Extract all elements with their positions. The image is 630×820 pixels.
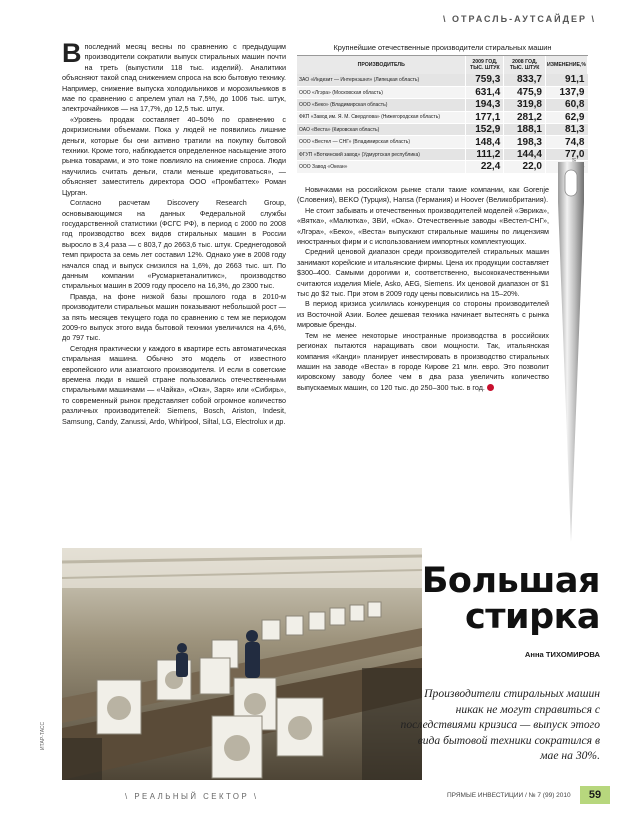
paragraph-5: Сегодня практически у каждого в квартире есть автоматическая стиральная машина. Обычно это модель от известного европейского или азиатского производителя. И если в советские времена люди в нашей стране пользовались отечественными стиральными машинами — «Чайка», «Ока», Заря» или «Сибирь», то современный рынок представляет собой огромное количество различных производителей: Siemens, Bosch, Ariston, Indesit, Samsung, Candy, Zanussi, Ardo, Whirlpool, Siltal, LG, Electrolux и др. — [62, 343, 286, 426]
paragraph-6: Новичками на российском рынке стали такие компании, как Gorenje (Словения), BEKO (Турция), Hansa (Германия) и Hoover (Великобритания). — [297, 185, 549, 205]
photo-credit: ИТАР-ТАСС — [40, 721, 46, 750]
factory-scene-image — [62, 548, 422, 780]
table-row: ООО «Беко» (Владимирская область) 194,3 319,8 60,8 — [297, 99, 588, 111]
article-left-column — [62, 38, 286, 427]
producers-table — [297, 42, 588, 174]
table-row: ФКП «Завод им. Я. М. Свердлова» (Нижегородская область) 177,1 281,2 62,9 — [297, 111, 588, 123]
factory-photo — [62, 548, 422, 780]
section-tag: \ ОТРАСЛЬ-АУТСАЙДЕР \ — [443, 14, 596, 24]
paragraph-7: Не стоит забывать и отечественных производителей моделей «Эврика», «Вятка», «Малютка», ЗВИ, «Ока». Отечественные заводы «Вестел-СНГ», «Лгэра», «Беко», «Веста» выпускают стиральные машины по лицензиям иностранных фирм и с использованием импортных комплектующих. — [297, 205, 549, 247]
table-row: ФГУП «Воткинский завод» (Удмуртская республика) 111,2 144,4 77,0 — [297, 148, 588, 160]
table-row: ООО Завод «Океан» 22,4 22,0 — [297, 161, 588, 173]
lead-paragraph: Производители стиральных машин никак не могут справиться с последствиями кризиса — выпуск этого вида бытовой техники сократился в мае на 30%. — [400, 687, 600, 762]
paragraph-10: Тем не менее некоторые иностранные производства в российских регионах пытаются наращивать свои мощности. Так, итальянская компания «Канди» планирует инвестировать в производство стиральных машин на заводе «Веста» в городе Кирове 21 млн. евро. Это позволит кировскому заводу более чем в два раза увеличить количество выпускаемых машин, со 120 тыс. до 250–300 тыс. в год. — [297, 330, 549, 392]
paragraph-8: Средний ценовой диапазон среди производителей стиральных машин занимают корейские и итальянские фирмы. Цена их продукции составляет $300–400. Самыми дорогими и, соответственно, высококачественными считаются изделия Miele, Asko, AEG, Siemens. Их ценовой диапазон от $1 тыс до $2 тыс. При этом в 2009 году цены повысились на 15–20%. — [297, 247, 549, 299]
article-right-column — [297, 185, 549, 393]
paragraph-9: В период кризиса усилилась конкуренция со стороны производителей из Восточной Азии. Более дешевая техника начинает вытеснять с рынка мировые бренды. — [297, 299, 549, 330]
headline: Большая стирка — [421, 561, 600, 637]
table-header-2008: 2008 ГОД, ТЫС. ШТУК — [504, 56, 546, 74]
footer-section: \ РЕАЛЬНЫЙ СЕКТОР \ — [125, 792, 259, 801]
table-header-change: ИЗМЕНЕНИЕ,% — [546, 56, 588, 74]
author-byline: Анна ТИХОМИРОВА — [524, 650, 600, 659]
paragraph-3: Согласно расчетам Discovery Research Group, основывающимся на данных Федеральной службы государственной статистики (ФСГС РФ), в период с 2000 по 2008 год производство всех видов стиральных машин в России выросло в 3,4 раза — с 803,7 до 2663,6 тыс. штук. Среднегодовой темп прироста за семь лет составил 12%. Однако уже в 2008 году начался спад и выпуск снизился на 1,6%, до 2663 тыс. шт. По данным компании «Русмаркетаналитикс», производство стиральных машин в 2009 году просело на 16,3%, до 2300 тыс. — [62, 198, 286, 291]
page-number: 59 — [580, 786, 610, 804]
table-row: ЗАО «Индезит — Интернэшнл» (Липецкая область) 759,3 833,7 91,1 — [297, 74, 588, 86]
end-mark-icon — [487, 384, 494, 391]
footer-magazine: ПРЯМЫЕ ИНВЕСТИЦИИ / № 7 (99) 2010 — [447, 792, 571, 799]
table-header-2009: 2009 ГОД, ТЫС. ШТУК — [466, 56, 504, 74]
table-row: ОАО «Веста» (Кировская область) 152,9 188,1 81,3 — [297, 124, 588, 136]
table-row: ООО «Лгэра» (Московская область) 631,4 475,9 137,9 — [297, 86, 588, 98]
table-header-producer: ПРОИЗВОДИТЕЛЬ — [297, 56, 466, 74]
dropcap: В — [62, 38, 82, 68]
needle-graphic — [554, 162, 588, 542]
paragraph-1: Впоследний месяц весны по сравнению с предыдущим производители сократили выпуск стиральных машин почти на треть (выпустили 118 тыс. изделий). Аналитики объясняют такой спад снижением спроса на всю бытовую технику. Например, снижение выпуска холодильников и морозильников в мае по сравнению с апрелем упал на 7,5%, до 1006 тыс. штук, электрочайников — на 17,7%, до 12,5 тыс. штук. — [62, 38, 286, 114]
paragraph-4: Правда, на фоне низкой базы прошлого года в 2010-м производители стиральных машин показывают небольшой рост — за пять месяцев текущего года по сравнению с тем же периодом 2009-го выпуск этого вида бытовой техники увеличился на 4,6%, до 797 тыс. — [62, 291, 286, 343]
table-row: ООО «Вестел — СНГ» (Владимирская область) 148,4 198,3 74,8 — [297, 136, 588, 148]
paragraph-2: «Уровень продаж составляет 40–50% по сравнению с докризисными объемами. Пока у людей не появились лишние деньги, которые бы они активно тратили на покупку бытовой техники. Кроме того, наблюдается определенное насыщение этого рынка товарами, и это тоже повлияло на снижение спроса. Люди научились считать деньги, стали меньше кредитоваться», — объясняет заместитель директора ООО «Промбаттех» Роман Цурган. — [62, 114, 286, 197]
table-title: Крупнейшие отечественные производители стиральных машин — [297, 42, 588, 56]
